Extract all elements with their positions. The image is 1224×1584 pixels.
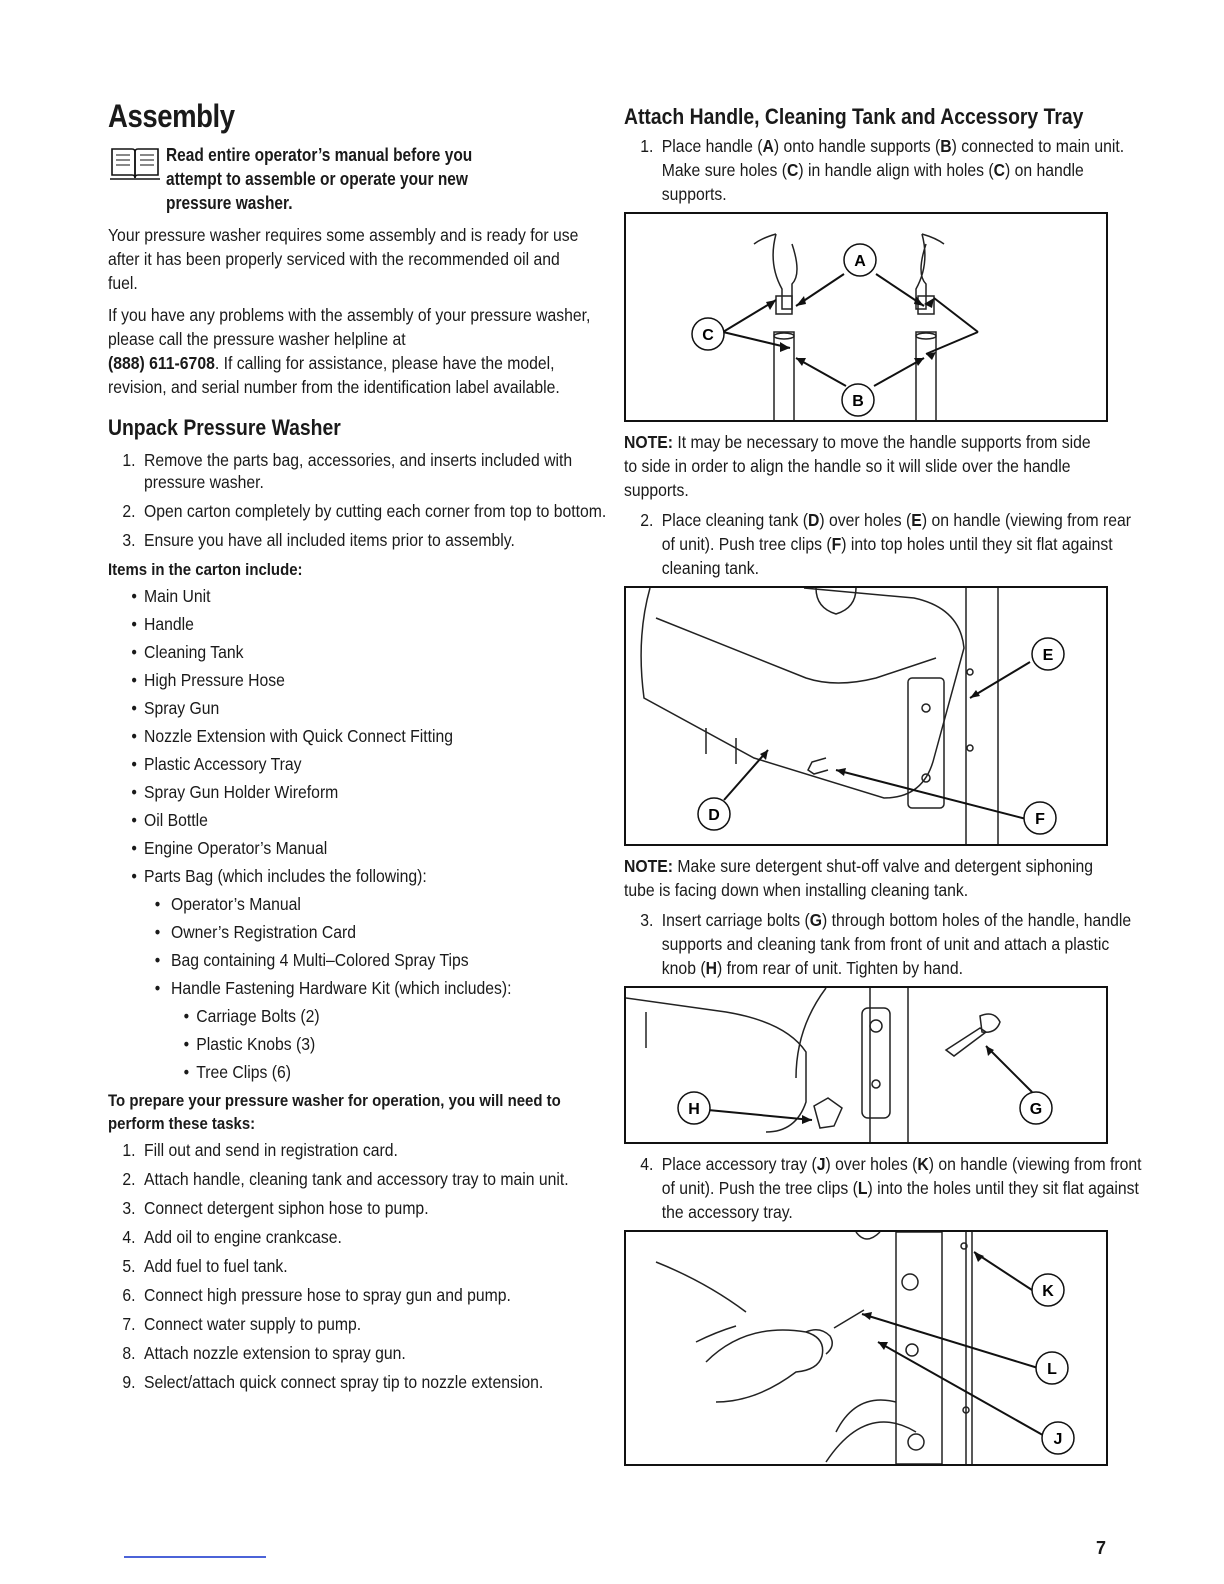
list-item: • Carriage Bolts (2) [108, 1005, 680, 1027]
hardware-items [108, 1005, 592, 1083]
warning-block [108, 143, 592, 215]
callout-j [1042, 1422, 1074, 1454]
step-4 [624, 1152, 1142, 1224]
helpline-phone: (888) 611-6708 [108, 353, 215, 373]
carton-items [108, 585, 592, 887]
callout-label-h: H [688, 1101, 700, 1118]
list-item: • Plastic Knobs (3) [108, 1033, 680, 1055]
callout-d [698, 798, 730, 830]
callout-c [692, 318, 724, 350]
callout-label-e: E [1042, 647, 1054, 664]
warning-text: Read entire operator’s manual before you attempt to assemble or operate your new pressure washer. [166, 145, 473, 213]
list-item: • Main Unit [108, 585, 628, 607]
callout-label-c: C [702, 327, 714, 344]
step-1 [624, 134, 1125, 206]
attach-heading: Attach Handle, Cleaning Tank and Accessory Tray [624, 104, 1084, 129]
callout-label-l: L [1047, 1361, 1057, 1378]
list-item: 6. Connect high pressure hose to spray gun and pump. [122, 1285, 511, 1305]
handle-illustration [626, 214, 1106, 420]
figure-handle [624, 212, 1108, 422]
list-item: • Operator’s Manual [108, 893, 655, 915]
list-item: • Bag containing 4 Multi–Colored Spray Tips [108, 949, 655, 971]
list-item: • Owner’s Registration Card [108, 921, 655, 943]
callout-label-k: K [1042, 1283, 1054, 1300]
list-item: • Plastic Accessory Tray [108, 753, 628, 775]
list-item: 1. Fill out and send in registration card. [122, 1140, 398, 1160]
list-item: • Tree Clips (6) [108, 1061, 680, 1083]
list-item: 7. Connect water supply to pump. [122, 1314, 362, 1334]
accessory-tray-illustration [626, 1232, 1106, 1464]
list-item: 4. Add oil to engine crankcase. [122, 1227, 342, 1247]
callout-label-b: B [852, 393, 864, 410]
callout-b [842, 384, 874, 416]
page-title: Assembly [108, 98, 235, 134]
figure-carriage-bolts [624, 986, 1108, 1144]
list-item: 1. Remove the parts bag, accessories, and inserts included with pressure washer. [122, 450, 573, 492]
list-item: 3. Connect detergent siphon hose to pump. [122, 1198, 429, 1218]
manual-book-icon [108, 143, 162, 181]
carriage-bolt-illustration [626, 988, 1106, 1142]
callout-label-j: J [1053, 1431, 1063, 1448]
callout-e [1032, 638, 1064, 670]
list-item: • Parts Bag (which includes the following): [108, 865, 628, 887]
step-2 [624, 508, 1132, 580]
list-item: 5. Add fuel to fuel tank. [122, 1256, 288, 1276]
list-item: • Spray Gun Holder Wireform [108, 781, 628, 803]
list-item: 2. Attach handle, cleaning tank and accessory tray to main unit. [122, 1169, 569, 1189]
list-item: • Cleaning Tank [108, 641, 628, 663]
unpack-steps [108, 449, 607, 551]
list-item: 4. Place accessory tray (J) over holes (K) on handle (viewing from front of unit). Push the tree clips (L) into the holes until they sit flat against the accessory tray. [640, 1154, 1142, 1222]
list-item: • Engine Operator’s Manual [108, 837, 628, 859]
left-column [108, 98, 607, 1400]
figure-cleaning-tank [624, 586, 1108, 846]
parts-bag-items [108, 893, 592, 999]
list-item: • Handle Fastening Hardware Kit (which includes): [108, 977, 655, 999]
list-item: • Oil Bottle [108, 809, 628, 831]
callout-label-g: G [1029, 1101, 1043, 1118]
unpack-heading: Unpack Pressure Washer [108, 415, 341, 440]
callout-a [844, 244, 876, 276]
callout-k [1032, 1274, 1064, 1306]
list-item: 1. Place handle (A) onto handle supports (B) connected to main unit. Make sure holes (C) in handle align with holes (C) on handle supports. [640, 136, 1125, 204]
callout-l [1036, 1352, 1068, 1384]
list-item: 3. Insert carriage bolts (G) through bottom holes of the handle, handle supports and cleaning tank from front of unit and attach a plastic knob (H) from rear of unit. Tighten by hand. [640, 910, 1132, 978]
intro-text-a: If you have any problems with the assembly of your pressure washer, please call the pressure washer helpline at [108, 305, 591, 349]
figure-accessory-tray [624, 1230, 1108, 1466]
tasks-heading: To prepare your pressure washer for operation, you will need to perform these tasks: [108, 1091, 561, 1133]
step-3 [624, 908, 1132, 980]
list-item: 2. Place cleaning tank (D) over holes (E) on handle (viewing from rear of unit). Push tree clips (F) into top holes until they sit flat against cleaning tank. [640, 510, 1132, 578]
list-item: • Nozzle Extension with Quick Connect Fitting [108, 725, 628, 747]
task-steps [108, 1139, 592, 1393]
list-item: 2. Open carton completely by cutting each corner from top to bottom. [122, 501, 607, 521]
note-2: NOTE: Make sure detergent shut-off valve and detergent siphoning tube is facing down when installing cleaning tank. [624, 856, 1093, 900]
callout-f [1024, 802, 1056, 834]
list-item: • Spray Gun [108, 697, 628, 719]
right-column [624, 98, 1142, 1474]
callout-g [1020, 1092, 1052, 1124]
footer-link-underline [124, 1556, 266, 1558]
list-item: 9. Select/attach quick connect spray tip to nozzle extension. [122, 1372, 544, 1392]
intro-paragraph-2 [108, 303, 592, 399]
callout-label-a: A [854, 253, 866, 270]
callout-label-d: D [708, 807, 720, 824]
list-item: 3. Ensure you have all included items prior to assembly. [122, 530, 515, 550]
note-1: NOTE: It may be necessary to move the handle supports from side to side in order to align the handle so it will slide over the handle supports. [624, 432, 1091, 500]
page-number: 7 [1095, 1538, 1106, 1558]
callout-label-f: F [1035, 811, 1045, 828]
list-item: • High Pressure Hose [108, 669, 628, 691]
intro-paragraph-1: Your pressure washer requires some assembly and is ready for use after it has been properly serviced with the recommended oil and fuel. [108, 225, 579, 293]
list-item: 8. Attach nozzle extension to spray gun. [122, 1343, 406, 1363]
cleaning-tank-illustration [626, 588, 1106, 844]
list-item: • Handle [108, 613, 628, 635]
intro-text-b: . If calling for assistance, please have the model, revision, and serial number from the identification label available. [108, 353, 560, 397]
callout-h [678, 1092, 710, 1124]
items-heading: Items in the carton include: [108, 560, 303, 579]
